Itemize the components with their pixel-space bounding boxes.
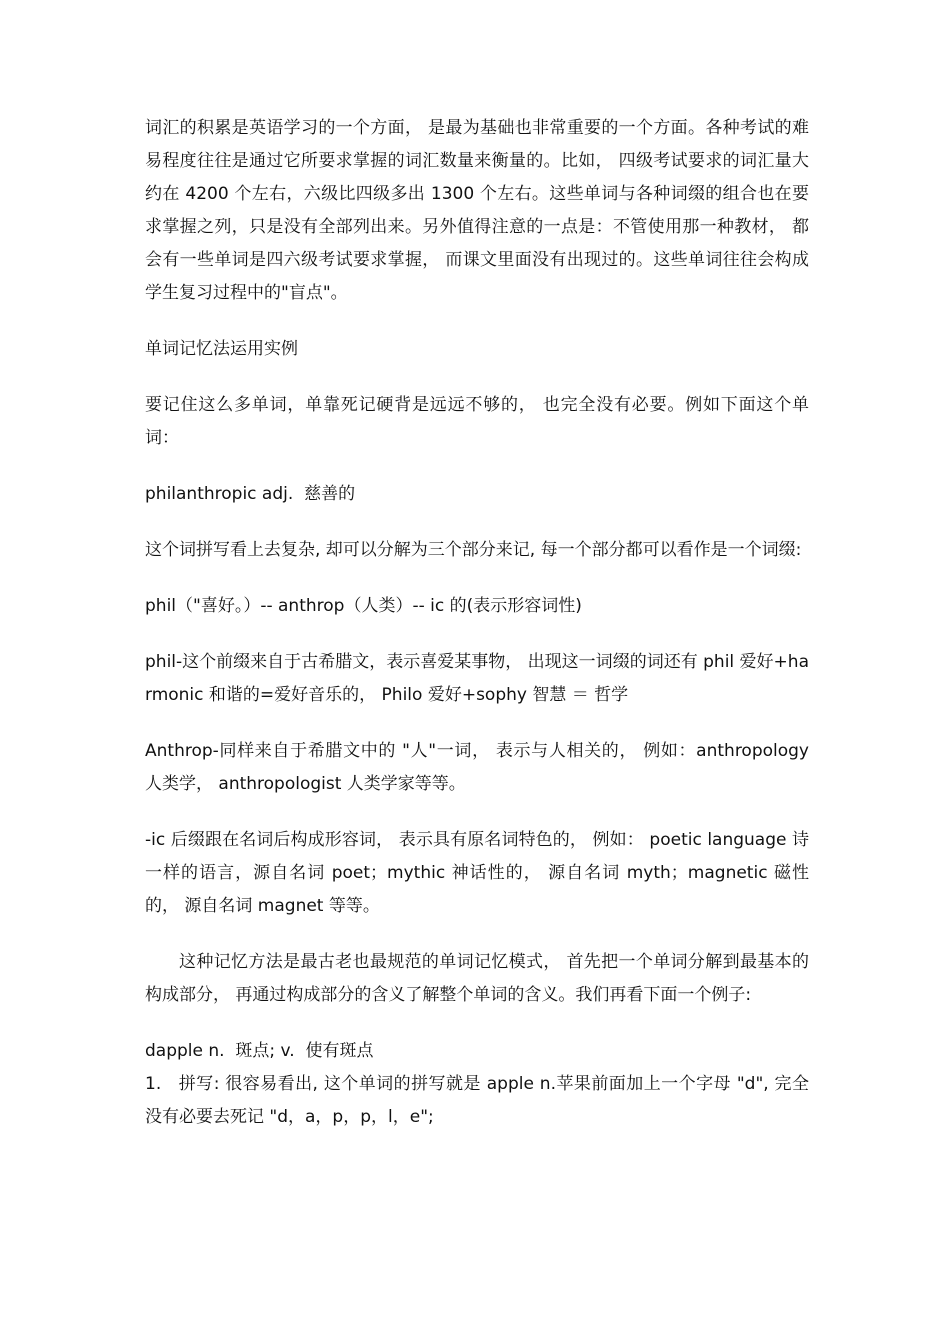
- intro-paragraph: 词汇的积累是英语学习的一个方面， 是最为基础也非常重要的一个方面。各种考试的难易程度往往是通过它所要求掌握的词汇数量来衡量的。比如， 四级考试要求的词汇量大约在 4200 个左右，六级比四级多出 1300 个左右。这些单词与各种词缀的组合也在要求掌握之列，只是没有全部列出来。另外值得注意的一点是：不管使用那一种教材， 都会有一些单词是四六级考试要求掌握， 而课文里面没有出现过的。这些单词往往会构成学生复习过程中的"盲点"。: [145, 118, 809, 303]
- example-word-dapple: dapple n. 斑点; v. 使有斑点: [145, 1041, 374, 1061]
- word-breakdown: phil（"喜好。）-- anthrop（人类）-- ic 的(表示形容词性): [145, 596, 582, 616]
- paragraph-ic: -ic 后缀跟在名词后构成形容词， 表示具有原名词特色的， 例如： poetic language 诗一样的语言，源自名词 poet；mythic 神话性的， 源自名词 myth；magnetic 磁性的， 源自名词 magnet 等等。: [145, 830, 809, 916]
- paragraph-memorize: 要记住这么多单词，单靠死记硬背是远远不够的， 也完全没有必要。例如下面这个单词：: [145, 395, 809, 448]
- paragraph-phil: phil-这个前缀来自于古希腊文，表示喜爱某事物， 出现这一词缀的词还有 phil 爱好+harmonic 和谐的=爱好音乐的， Philo 爱好+sophy 智慧 ＝ 哲学: [145, 652, 809, 705]
- paragraph-decompose: 这个词拼写看上去复杂, 却可以分解为三个部分来记, 每一个部分都可以看作是一个词缀:: [145, 540, 802, 560]
- document-body: [145, 112, 815, 1134]
- example-word-philanthropic: philanthropic adj. 慈善的: [145, 484, 356, 504]
- paragraph-anthrop: Anthrop-同样来自于希腊文中的 "人"一词， 表示与人相关的， 例如：anthropology 人类学， anthropologist 人类学家等等。: [145, 741, 815, 794]
- paragraph-method: 这种记忆方法是最古老也最规范的单词记忆模式， 首先把一个单词分解到最基本的构成部分， 再通过构成部分的含义了解整个单词的含义。我们再看下面一个例子:: [145, 952, 809, 1005]
- spelling-note: 1. 拼写: 很容易看出, 这个单词的拼写就是 apple n.苹果前面加上一个字母 "d", 完全没有必要去死记 "d，a，p，p，l，e";: [145, 1074, 809, 1127]
- section-heading: 单词记忆法运用实例: [145, 339, 298, 359]
